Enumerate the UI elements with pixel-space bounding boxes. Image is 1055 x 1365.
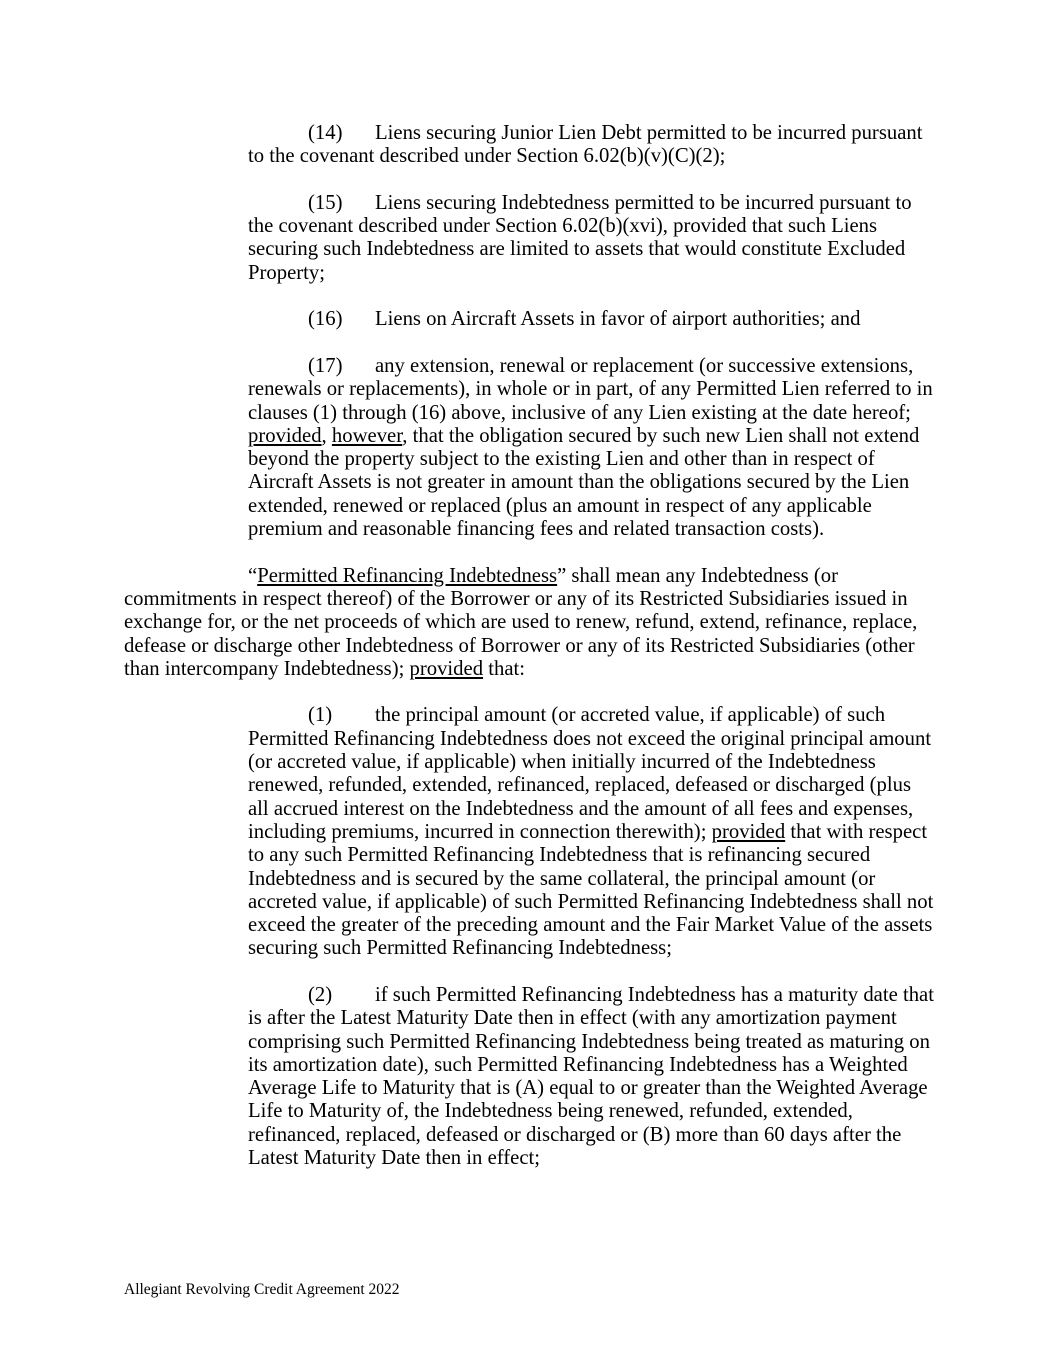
page-footer-text: Allegiant Revolving Credit Agreement 2022 <box>124 1281 400 1298</box>
underlined-term: provided <box>409 657 484 680</box>
underlined-term: however <box>331 424 403 447</box>
clause-number: (15) <box>308 191 343 214</box>
underlined-term: Permitted Refinancing Indebtedness <box>257 564 558 587</box>
clause-number: (1) <box>308 704 333 727</box>
clause-number: (16) <box>308 308 343 331</box>
text-run: , that the obligation secured by such new Lien shall not extend beyond the property subject to the existing Lien and other than in respect of Aircraft Assets is not greater in amount than the obligations secured by the Lien extended, renewed or replaced (plus an amount in respect of any applicable premium and reasonable financing fees and related transaction costs). <box>248 424 920 541</box>
clause-number: (14) <box>308 122 343 144</box>
text-run: , <box>321 424 332 447</box>
text-run: if such Permitted Refinancing Indebtedness has a maturity date that is after the Latest Maturity Date then in effect (with any amortization payment comprising such Permitted Refinancing Indebtedness being treated as maturing on its amortization date), such Permitted Refinancing Indebtedness has a Weighted Average Life to Maturity that is (A) equal to or greater than the Weighted Average Life to Maturity of, the Indebtedness being renewed, refunded, extended, refinanced, replaced, defeased or discharged or (B) more than 60 days after the Latest Maturity Date then in effect; <box>248 983 934 1170</box>
text-run: the principal amount (or accreted value, if applicable) of such Permitted Refinancing Indebtedness does not exceed the original principal amount (or accreted value, if applicable) when initially incurred of the Indebtedness renewed, refunded, extended, refinanced, replaced, defeased or discharged (plus all accrued interest on the Indebtedness and the amount of all fees and expenses, including premiums, incurred in connection therewith); <box>248 704 932 843</box>
text-run: any extension, renewal or replacement (or successive extensions, renewals or replacements), in whole or in part, of any Permitted Lien referred to in clauses (1) through (16) above, inclusive of any Lien existing at the date hereof; <box>248 354 933 424</box>
text-run: Liens securing Indebtedness permitted to be incurred pursuant to the covenant described under Section 6.02(b)(xvi), provided that such Liens securing such Indebtedness are limited to assets that would constitute Excluded Property; <box>248 191 912 284</box>
clause-number: (2) <box>308 983 333 1006</box>
text-run: that: <box>483 657 526 680</box>
underlined-term: provided <box>248 424 322 447</box>
text-run: ” shall mean any Indebtedness (or commitments in respect thereof) of the Borrower or any of its Restricted Subsidiaries issued in exchange for, or the net proceeds of which are used to renew, refund, extend, refinance, replace, defease or discharge other Indebtedness of Borrower or any of its Restricted Subsidiaries (other than intercompany Indebtedness); <box>124 564 918 680</box>
clause-16 <box>248 308 935 331</box>
text-run: that with respect to any such Permitted Refinancing Indebtedness that is refinancing secured Indebtedness and is secured by the same collateral, the principal amount (or accreted value, if applicable) of such Permitted Refinancing Indebtedness shall not exceed the greater of the preceding amount and the Fair Market Value of the assets securing such Permitted Refinancing Indebtedness; <box>248 820 934 960</box>
clause-17 <box>248 355 935 541</box>
clause-1 <box>248 704 935 960</box>
text-run: “ <box>248 564 258 587</box>
clause-15 <box>248 192 935 285</box>
document-body <box>124 122 935 1194</box>
text-run: Liens on Aircraft Assets in favor of airport authorities; and <box>375 308 861 331</box>
clause-number: (17) <box>308 354 343 377</box>
clause-2 <box>248 984 935 1170</box>
definition-permitted-refinancing-indebtedness <box>124 565 935 681</box>
underlined-term: provided <box>711 820 786 843</box>
clause-14 <box>248 122 935 169</box>
text-run: Liens securing Junior Lien Debt permitted to be incurred pursuant to the covenant described under Section 6.02(b)(v)(C)(2); <box>248 122 923 168</box>
